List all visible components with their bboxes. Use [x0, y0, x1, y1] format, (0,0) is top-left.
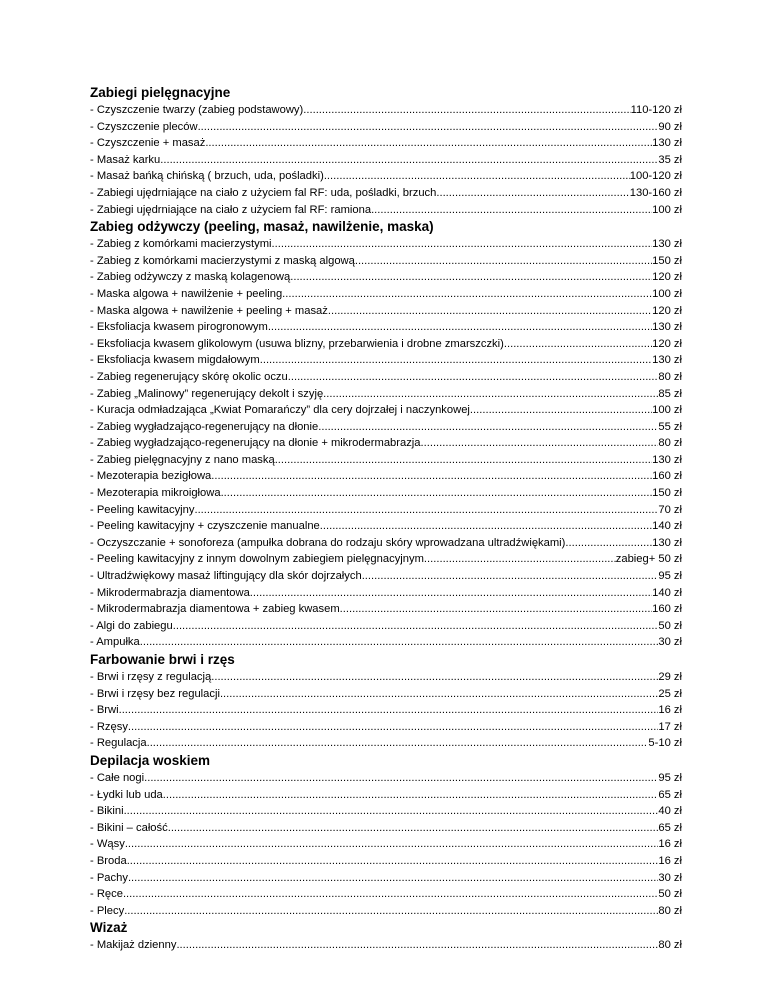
service-name: - Wąsy: [90, 838, 125, 851]
dot-leader: [250, 585, 652, 602]
service-name: - Peeling kawitacyjny: [90, 503, 195, 516]
service-price: 17 zł: [658, 720, 682, 733]
price-list-item: [90, 402, 682, 419]
service-price: zabieg+ 50 zł: [615, 553, 682, 566]
price-list-item: [90, 937, 682, 954]
service-price: 130 zł: [652, 238, 682, 251]
service-price: 120 zł: [652, 271, 682, 284]
service-price: 90 zł: [658, 120, 682, 133]
price-list-item: [90, 787, 682, 804]
service-price: 100 zł: [652, 287, 682, 300]
service-name: - Oczyszczanie + sonoforeza (ampułka dobrana do rodzaju skóry wprowadzana ultradźwiękami): [90, 536, 566, 549]
service-name: - Eksfoliacja kwasem pirogronowym: [90, 321, 268, 334]
service-name: - Zabieg „Malinowy” regenerujący dekolt i szyję: [90, 387, 324, 400]
dot-leader: [147, 735, 649, 752]
service-name: - Ręce: [90, 888, 123, 901]
dot-leader: [272, 236, 653, 253]
dot-leader: [288, 369, 659, 386]
service-price: 65 zł: [658, 821, 682, 834]
dot-leader: [340, 601, 652, 618]
section-title: Zabieg odżywczy (peeling, masaż, nawilżenie, maska): [90, 219, 434, 235]
service-price: 160 zł: [652, 603, 682, 616]
service-name: - Algi do zabiegu: [90, 619, 173, 632]
dot-leader: [140, 634, 659, 651]
service-name: - Mikrodermabrazja diamentowa: [90, 586, 250, 599]
dot-leader: [198, 119, 659, 136]
service-name: - Zabieg z komórkami macierzystymi z maską algową: [90, 254, 355, 267]
dot-leader: [119, 702, 659, 719]
dot-leader: [504, 336, 652, 353]
price-list-item: [90, 135, 682, 152]
service-price: 40 zł: [658, 805, 682, 818]
dot-leader: [128, 719, 658, 736]
service-name: - Zabieg odżywczy z maską kolagenową: [90, 271, 291, 284]
price-section: [90, 651, 682, 752]
dot-leader: [125, 836, 659, 853]
price-section: [90, 919, 682, 954]
price-list-item: [90, 468, 682, 485]
service-price: 130-160 zł: [629, 186, 682, 199]
section-title: Farbowanie brwi i rzęs: [90, 652, 235, 667]
service-name: - Zabiegi ujędrniające na ciało z użyciem fal RF: uda, pośladki, brzuch: [90, 186, 437, 199]
dot-leader: [275, 452, 652, 469]
dot-leader: [320, 518, 652, 535]
price-list-item: [90, 369, 682, 386]
dot-leader: [421, 435, 659, 452]
price-list-item: [90, 236, 682, 253]
price-list-item: [90, 352, 682, 369]
dot-leader: [205, 135, 652, 152]
service-name: - Zabieg pielęgnacyjny z nano maską: [90, 453, 275, 466]
service-name: - Maska algowa + nawilżenie + peeling + masaż: [90, 304, 328, 317]
service-name: - Eksfoliacja kwasem glikolowym (usuwa blizny, przebarwienia i drobne zmarszczki): [90, 337, 504, 350]
service-name: - Brwi i rzęsy z regulacją: [90, 671, 212, 683]
service-price: 100-120 zł: [629, 170, 682, 183]
service-price: 25 zł: [658, 687, 682, 700]
service-name: - Czyszczenie + masaż: [90, 137, 206, 150]
service-price: 5-10 zł: [648, 737, 682, 750]
price-list-item: [90, 168, 682, 185]
dot-leader: [324, 168, 630, 185]
service-name: - Makijaż dzienny: [90, 939, 177, 952]
dot-leader: [144, 770, 658, 787]
price-list-item: [90, 269, 682, 286]
dot-leader: [290, 269, 652, 286]
dot-leader: [355, 253, 652, 270]
dot-leader: [362, 568, 659, 585]
price-list-item: [90, 303, 682, 320]
service-name: - Bikini: [90, 805, 124, 818]
service-price: 80 zł: [658, 437, 682, 450]
service-price: 80 zł: [658, 370, 682, 383]
price-list-item: [90, 253, 682, 270]
dot-leader: [211, 468, 652, 485]
price-list-item: [90, 585, 682, 602]
dot-leader: [371, 202, 652, 219]
service-price: 30 zł: [658, 636, 682, 649]
price-list-item: [90, 686, 682, 703]
dot-leader: [436, 185, 629, 202]
price-section: [90, 84, 682, 218]
service-price: 130 zł: [652, 536, 682, 549]
service-name: - Łydki lub uda: [90, 788, 163, 801]
price-list-item: [90, 152, 682, 169]
service-price: 80 zł: [658, 939, 682, 952]
service-name: - Peeling kawitacyjny + czyszczenie manualne: [90, 520, 320, 533]
dot-leader: [124, 803, 659, 820]
dot-leader: [470, 402, 652, 419]
service-price: 100 zł: [652, 203, 682, 216]
dot-leader: [163, 787, 659, 804]
price-list-item: [90, 820, 682, 837]
service-name: - Pachy: [90, 871, 128, 884]
price-list-item: [90, 419, 682, 436]
service-name: - Zabiegi ujędrniające na ciało z użyciem fal RF: ramiona: [90, 203, 372, 216]
service-price: 130 zł: [652, 137, 682, 150]
price-list-item: [90, 336, 682, 353]
price-list-item: [90, 735, 682, 752]
dot-leader: [424, 551, 616, 568]
service-price: 140 zł: [652, 586, 682, 599]
price-list-item: [90, 435, 682, 452]
service-name: - Peeling kawitacyjny z innym dowolnym zabiegiem pielęgnacyjnym: [90, 553, 424, 566]
service-name: - Czyszczenie pleców: [90, 120, 198, 133]
service-price: 95 zł: [658, 771, 682, 784]
service-name: - Zabieg regenerujący skórę okolic oczu: [90, 370, 288, 383]
service-price: 65 zł: [658, 788, 682, 801]
price-list-item: [90, 702, 682, 719]
dot-leader: [328, 303, 652, 320]
service-name: - Masaż karku: [90, 153, 161, 166]
service-price: 55 zł: [658, 420, 682, 433]
service-price: 50 zł: [658, 619, 682, 632]
service-price: 16 zł: [658, 854, 682, 867]
service-price: 160 zł: [652, 470, 682, 483]
price-list-item: [90, 601, 682, 618]
service-price: 130 zł: [652, 453, 682, 466]
service-price: 130 zł: [652, 354, 682, 367]
price-list-item: [90, 202, 682, 219]
service-name: - Zabieg wygładzająco-regenerujący na dłonie + mikrodermabrazja: [90, 437, 421, 450]
price-list-item: [90, 386, 682, 403]
service-name: - Maska algowa + nawilżenie + peeling: [90, 287, 283, 300]
service-name: - Czyszczenie twarzy (zabieg podstawowy): [90, 104, 304, 116]
price-list-item: [90, 618, 682, 635]
service-price: 35 zł: [658, 153, 682, 166]
price-list-item: [90, 719, 682, 736]
price-list-item: [90, 286, 682, 303]
dot-leader: [176, 937, 658, 954]
price-list-item: [90, 319, 682, 336]
service-name: - Rzęsy: [90, 720, 128, 733]
section-title: Wizaż: [90, 920, 128, 936]
price-list-item: [90, 853, 682, 870]
dot-leader: [123, 886, 658, 903]
dot-leader: [173, 618, 659, 635]
service-price: 150 zł: [652, 254, 682, 267]
dot-leader: [565, 535, 652, 552]
dot-leader: [211, 669, 658, 686]
service-price: 140 zł: [652, 520, 682, 533]
service-price: 16 zł: [658, 704, 682, 717]
price-list: [90, 84, 682, 954]
service-name: - Brwi i rzęsy bez regulacji: [90, 687, 220, 700]
dot-leader: [220, 686, 658, 703]
price-list-item: [90, 535, 682, 552]
service-name: - Całe nogi: [90, 771, 145, 784]
dot-leader: [260, 352, 652, 369]
price-list-item: [90, 836, 682, 853]
service-price: 85 zł: [658, 387, 682, 400]
service-name: - Ultradźwiękowy masaż liftingujący dla skór dojrzałych: [90, 570, 362, 583]
service-price: 110-120 zł: [630, 104, 682, 116]
service-price: 120 zł: [652, 304, 682, 317]
dot-leader: [221, 485, 653, 502]
dot-leader: [268, 319, 652, 336]
service-price: 70 zł: [658, 503, 682, 516]
dot-leader: [194, 502, 658, 519]
service-name: - Mikrodermabrazja diamentowa + zabieg kwasem: [90, 603, 340, 616]
service-name: - Mezoterapia mikroigłowa: [90, 487, 221, 500]
service-name: - Mezoterapia bezigłowa: [90, 470, 212, 483]
service-name: - Plecy: [90, 904, 125, 917]
price-section: [90, 218, 682, 651]
dot-leader: [168, 820, 659, 837]
price-list-item: [90, 870, 682, 887]
dot-leader: [128, 870, 658, 887]
section-title: Zabiegi pielęgnacyjne: [90, 85, 231, 100]
service-name: - Regulacja: [90, 737, 147, 750]
dot-leader: [160, 152, 658, 169]
price-list-item: [90, 803, 682, 820]
price-list-item: [90, 185, 682, 202]
service-price: 16 zł: [658, 838, 682, 851]
service-name: - Ampułka: [90, 636, 140, 649]
price-list-item: [90, 886, 682, 903]
service-price: 30 zł: [658, 871, 682, 884]
service-name: - Broda: [90, 854, 127, 867]
service-price: 150 zł: [652, 487, 682, 500]
service-name: - Bikini – całość: [90, 821, 168, 834]
service-price: 100 zł: [652, 404, 682, 417]
price-list-item: [90, 452, 682, 469]
dot-leader: [124, 903, 658, 920]
service-price: 80 zł: [658, 904, 682, 917]
service-name: - Brwi: [90, 704, 119, 717]
price-list-item: [90, 903, 682, 920]
price-list-item: [90, 102, 682, 119]
service-price: 29 zł: [658, 671, 682, 683]
service-name: - Eksfoliacja kwasem migdałowym: [90, 354, 260, 367]
service-price: 50 zł: [658, 888, 682, 901]
dot-leader: [303, 102, 630, 119]
price-list-item: [90, 119, 682, 136]
service-name: - Masaż bańką chińską ( brzuch, uda, pośladki): [90, 170, 324, 183]
dot-leader: [127, 853, 659, 870]
price-list-item: [90, 669, 682, 686]
price-list-item: [90, 568, 682, 585]
price-list-item: [90, 502, 682, 519]
service-name: - Kuracja odmładzająca „Kwiat Pomarańczy” dla cery dojrzałej i naczynkowej: [90, 404, 470, 417]
service-price: 130 zł: [652, 321, 682, 334]
price-list-item: [90, 634, 682, 651]
price-list-item: [90, 551, 682, 568]
service-name: - Zabieg z komórkami macierzystymi: [90, 238, 272, 251]
service-price: 120 zł: [652, 337, 682, 350]
dot-leader: [323, 386, 658, 403]
section-title: Depilacja woskiem: [90, 752, 211, 768]
service-price: 95 zł: [658, 570, 682, 583]
price-list-item: [90, 518, 682, 535]
price-section: [90, 752, 682, 919]
dot-leader: [282, 286, 652, 303]
price-list-item: [90, 485, 682, 502]
service-name: - Zabieg wygładzająco-regenerujący na dłonie: [90, 420, 319, 433]
price-list-item: [90, 770, 682, 787]
dot-leader: [318, 419, 658, 436]
